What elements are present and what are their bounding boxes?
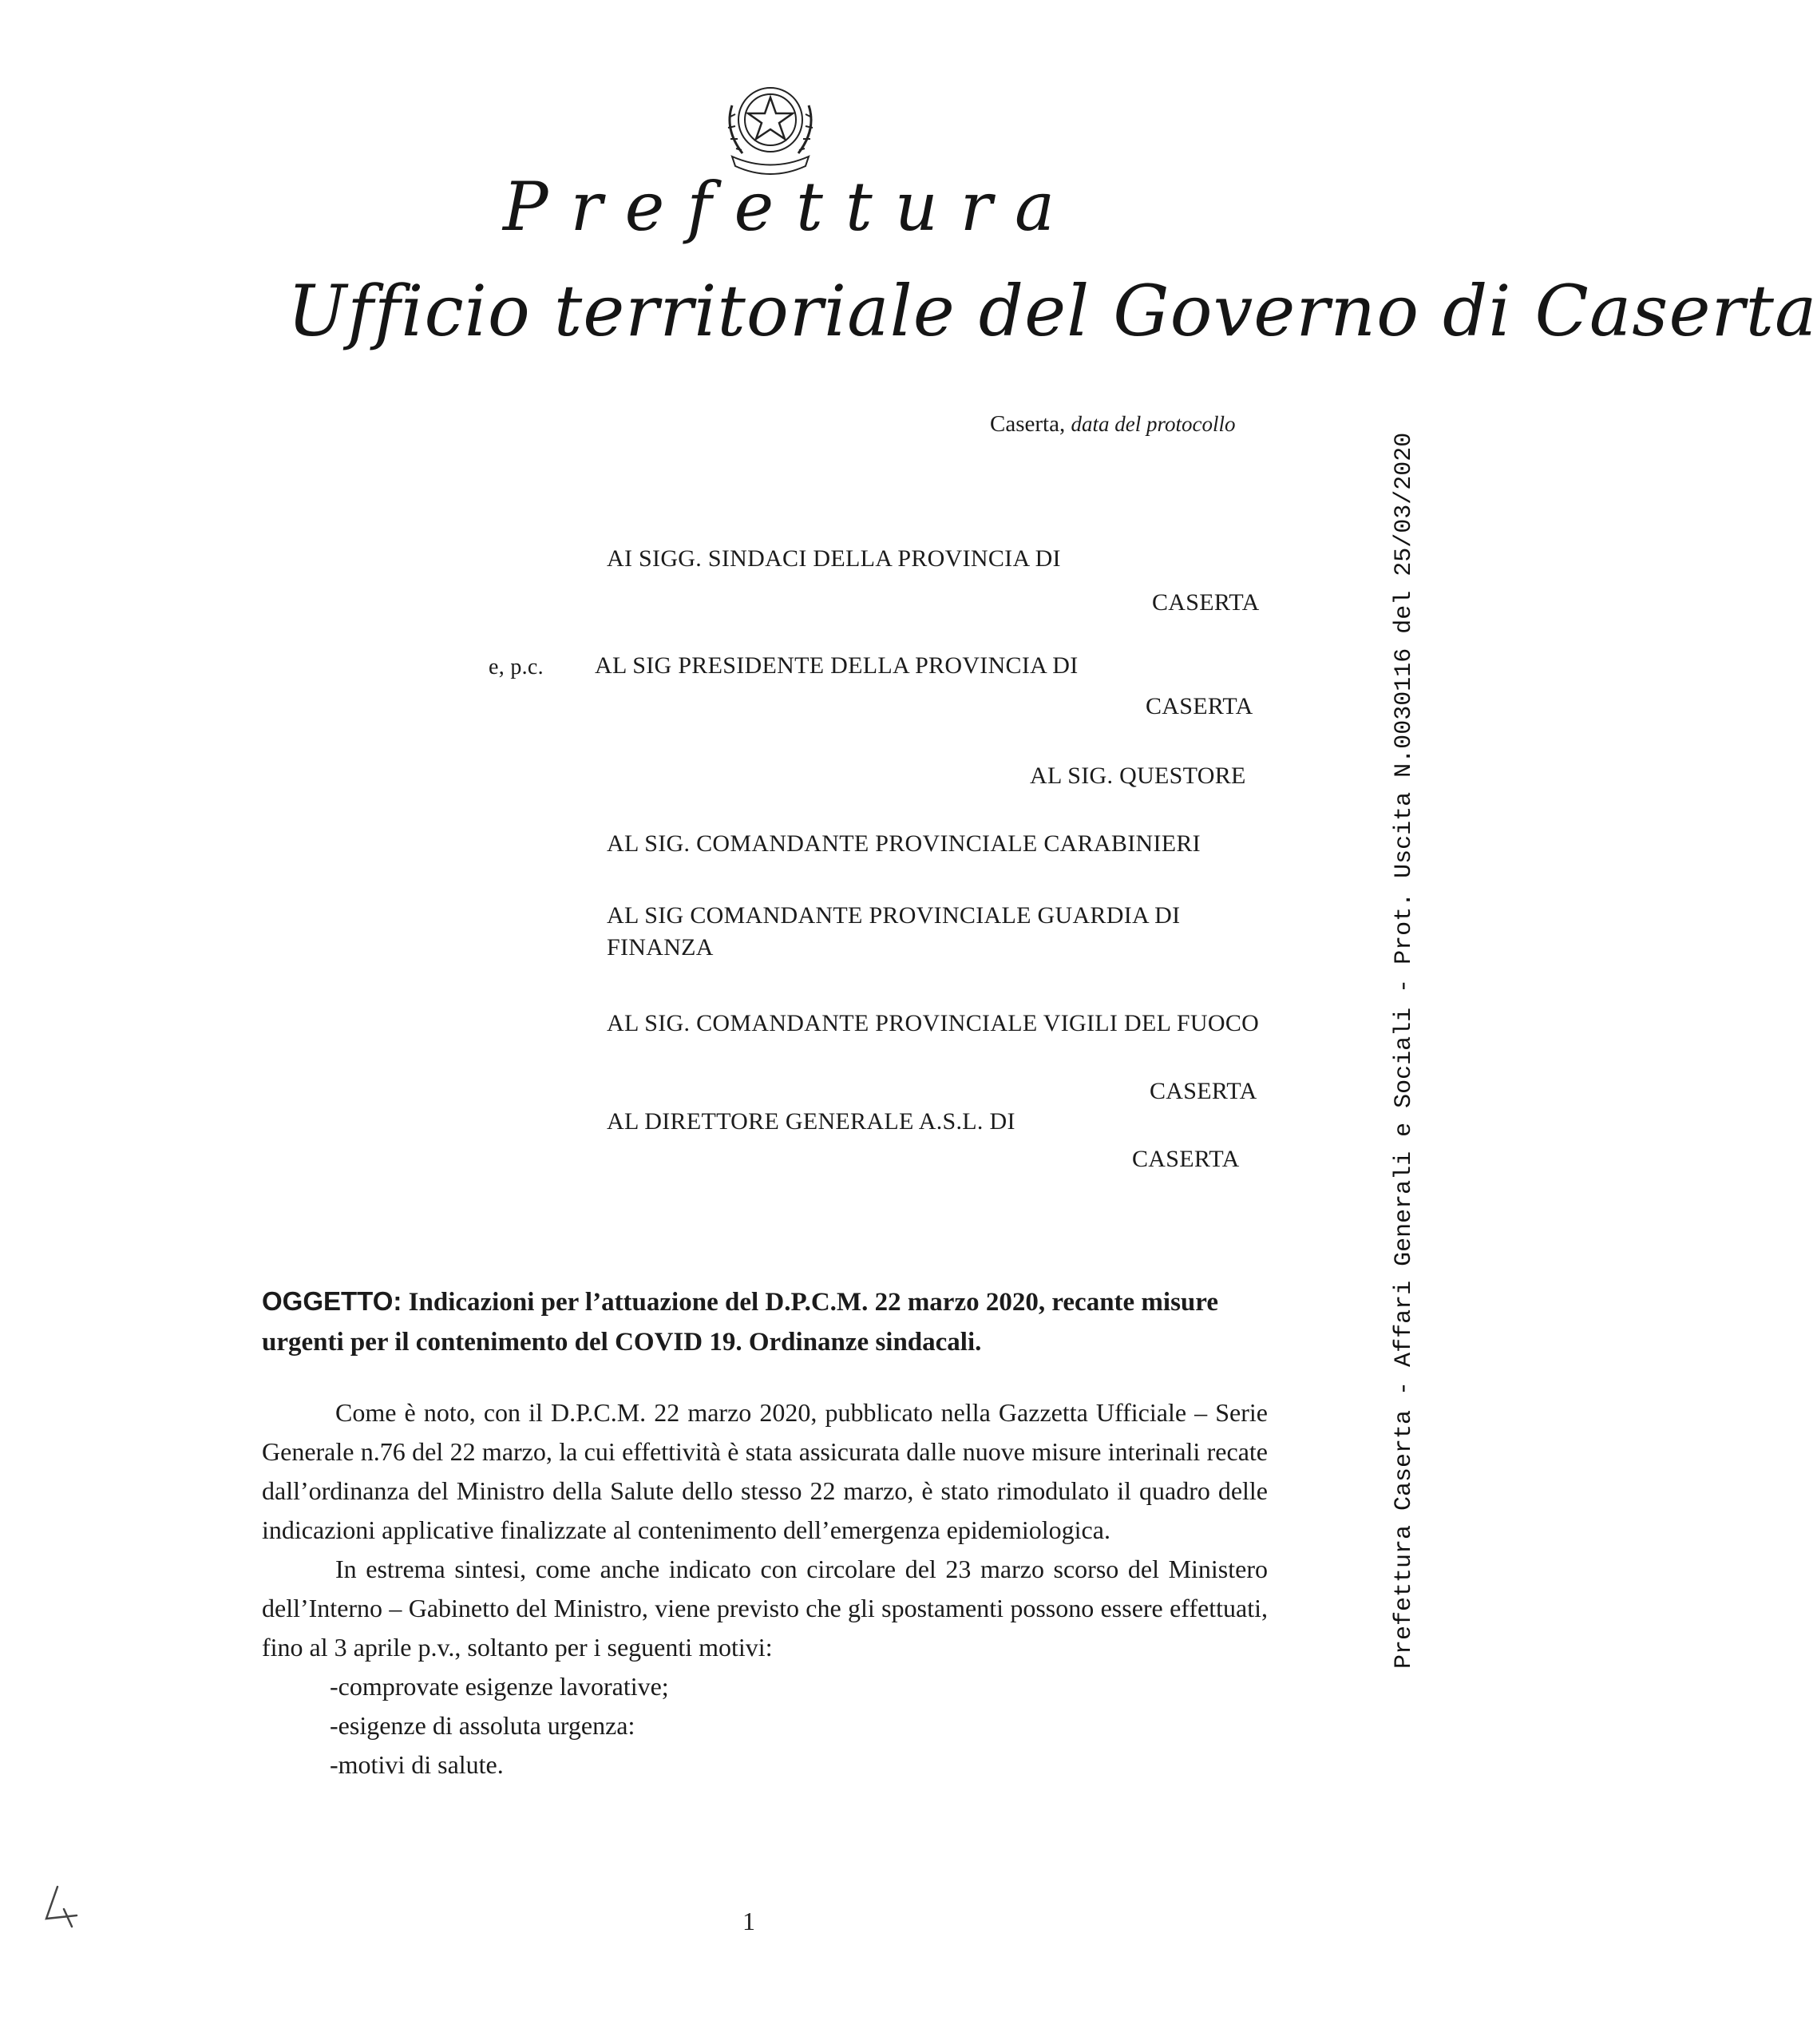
body-text [262,1393,1268,1785]
recipient-asl: AL DIRETTORE GENERALE A.S.L. DI [607,1108,1015,1135]
handwritten-mark-icon [40,1880,88,1936]
dateline-place: Caserta, [990,411,1066,437]
dateline [990,411,1235,438]
list-item: -esigenze di assoluta urgenza: [330,1711,635,1740]
recipient-presidente: AL SIG PRESIDENTE DELLA PROVINCIA DI [595,652,1079,679]
list-item: -motivi di salute. [330,1750,504,1779]
recipient-asl-city: CASERTA [1132,1146,1240,1172]
header-office-name: Ufficio territoriale del Governo di Caserta [287,270,1817,352]
motives-list [262,1667,1268,1785]
subject-label: OGGETTO: [262,1286,402,1316]
body-paragraph-1: Come è noto, con il D.P.C.M. 22 marzo 2020, pubblicato nella Gazzetta Ufficiale – Serie Generale n.76 del 22 marzo, la cui effettività è stata assicurata dalle nuove misure interinali recate dall’ordinanza del Ministro della Salute dello stesso 22 marzo, è stato rimodulato il quadro delle indicazioni applicative finalizzate al contenimento dell’emergenza epidemiologica. [262,1398,1268,1544]
recipient-guardia-finanza: AL SIG COMANDANTE PROVINCIALE GUARDIA DI FINANZA [607,902,1181,961]
recipient-carabinieri: AL SIG. COMANDANTE PROVINCIALE CARABINIERI [607,830,1201,857]
recipient-sindaci: AI SIGG. SINDACI DELLA PROVINCIA DI [607,545,1061,572]
subject-text: Indicazioni per l’attuazione del D.P.C.M. 22 marzo 2020, recante misure urgenti per il contenimento del COVID 19. Ordinanze sindacali. [262,1288,1218,1357]
dateline-italic: data del protocollo [1071,412,1236,436]
recipient-sindaci-city: CASERTA [1152,589,1260,616]
protocol-stamp: Prefettura Caserta - Affari Generali e Sociali - Prot. Uscita N.0030116 del 25/03/2020 [1391,432,1418,1669]
page-number: 1 [742,1907,755,1935]
recipient-vigili-city: CASERTA [1150,1078,1257,1104]
subject [262,1281,1268,1362]
recipient-vigili-fuoco: AL SIG. COMANDANTE PROVINCIALE VIGILI DEL FUOCO [607,1010,1260,1036]
recipient-presidente-city: CASERTA [1146,693,1253,719]
body-paragraph-2: In estrema sintesi, come anche indicato con circolare del 23 marzo scorso del Ministero dell’Interno – Gabinetto del Ministro, viene previsto che gli spostamenti possono essere effettuati, fino al 3 aprile p.v., soltanto per i seguenti motivi: [262,1555,1268,1662]
list-item: -comprovate esigenze lavorative; [330,1672,669,1701]
recipient-questore: AL SIG. QUESTORE [1030,763,1246,789]
header-prefettura: Prefettura [503,168,1078,246]
cc-label: e, p.c. [489,655,544,679]
republic-emblem-icon [715,73,826,177]
